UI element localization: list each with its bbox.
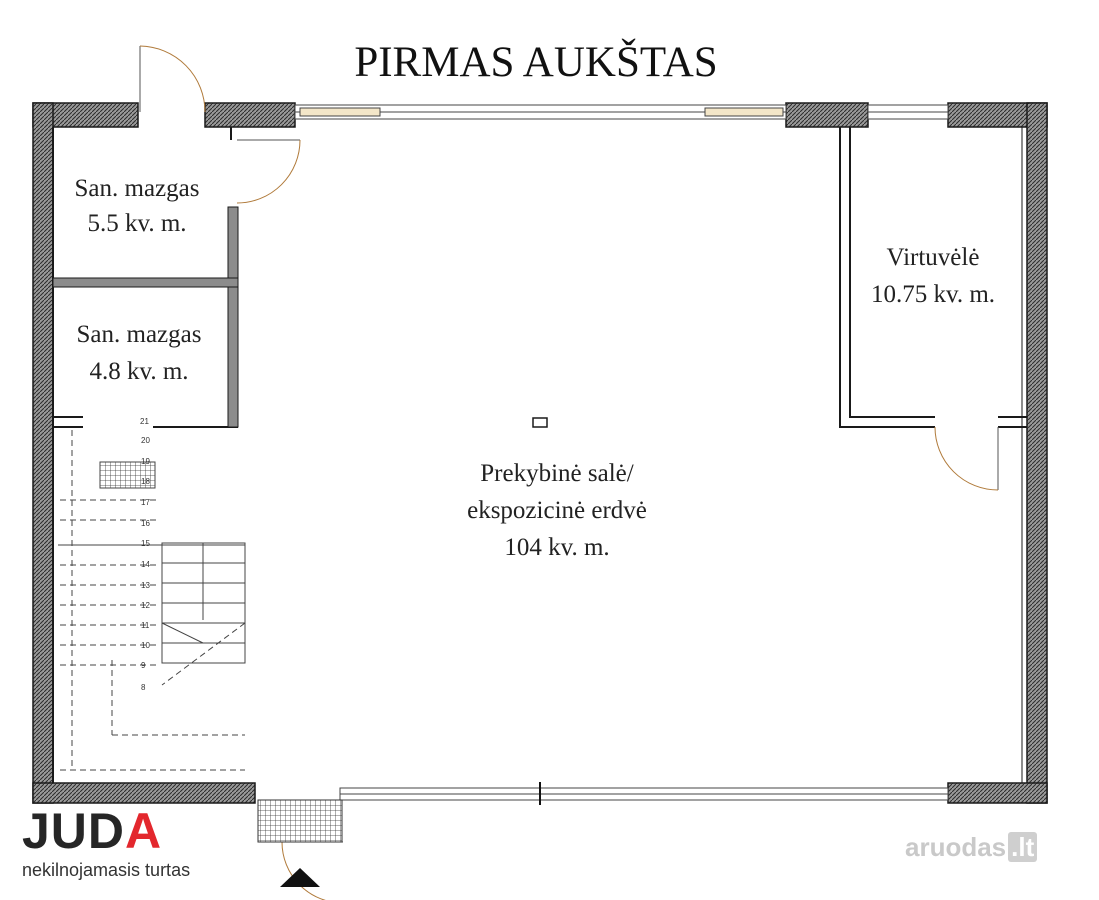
room-name-hall: Prekybinė salė/ [480,460,634,487]
brand-name [22,803,242,859]
staircase [58,430,245,770]
plan-title: PIRMAS AUKŠTAS [354,39,718,86]
stair-number: 15 [141,539,150,548]
room-area-kitchen: 10.75 kv. m. [870,281,996,308]
room-area-bathroom-2: 4.8 kv. m. [89,358,189,385]
room-name-hall-line2: ekspozicinė erdvė [467,497,647,524]
stair-number: 11 [141,621,150,630]
room-name-bathroom-1: San. mazgas [74,175,200,202]
entrance-steps [258,800,342,842]
stair-number: 13 [141,581,150,590]
stair-number: 10 [141,641,150,650]
stair-number: 9 [141,661,146,670]
stair-number: 17 [141,498,150,507]
brand-logo [22,803,242,881]
watermark-tld: .lt [1008,832,1037,862]
brand-tagline: nekilnojamasis turtas [22,860,191,880]
interior-walls [53,127,1027,783]
room-area-bathroom-1: 5.5 kv. m. [87,210,187,237]
stair-number: 12 [141,601,150,610]
bathroom-partition [228,207,238,427]
brand-name-accent: A [125,803,163,859]
stair-numbers [140,417,150,692]
stair-number: 14 [141,560,150,569]
watermark [905,832,1037,863]
column-marker [533,418,547,427]
stair-number: 20 [141,436,150,445]
stair-number: 8 [141,683,146,692]
stair-number: 16 [141,519,150,528]
room-area-hall: 104 kv. m. [504,534,610,561]
room-name-bathroom-2: San. mazgas [76,321,202,348]
brand-name-left: JUD [22,803,126,859]
room-name-kitchen: Virtuvėlė [886,244,980,271]
stair-number: 18 [141,477,150,486]
stair-number: 19 [141,457,150,466]
watermark-text: aruodas [905,832,1007,862]
stair-number: 21 [140,417,149,426]
exterior-walls [33,103,1047,803]
entrance-arrow-icon [280,868,320,887]
bathroom-divider [53,278,238,287]
